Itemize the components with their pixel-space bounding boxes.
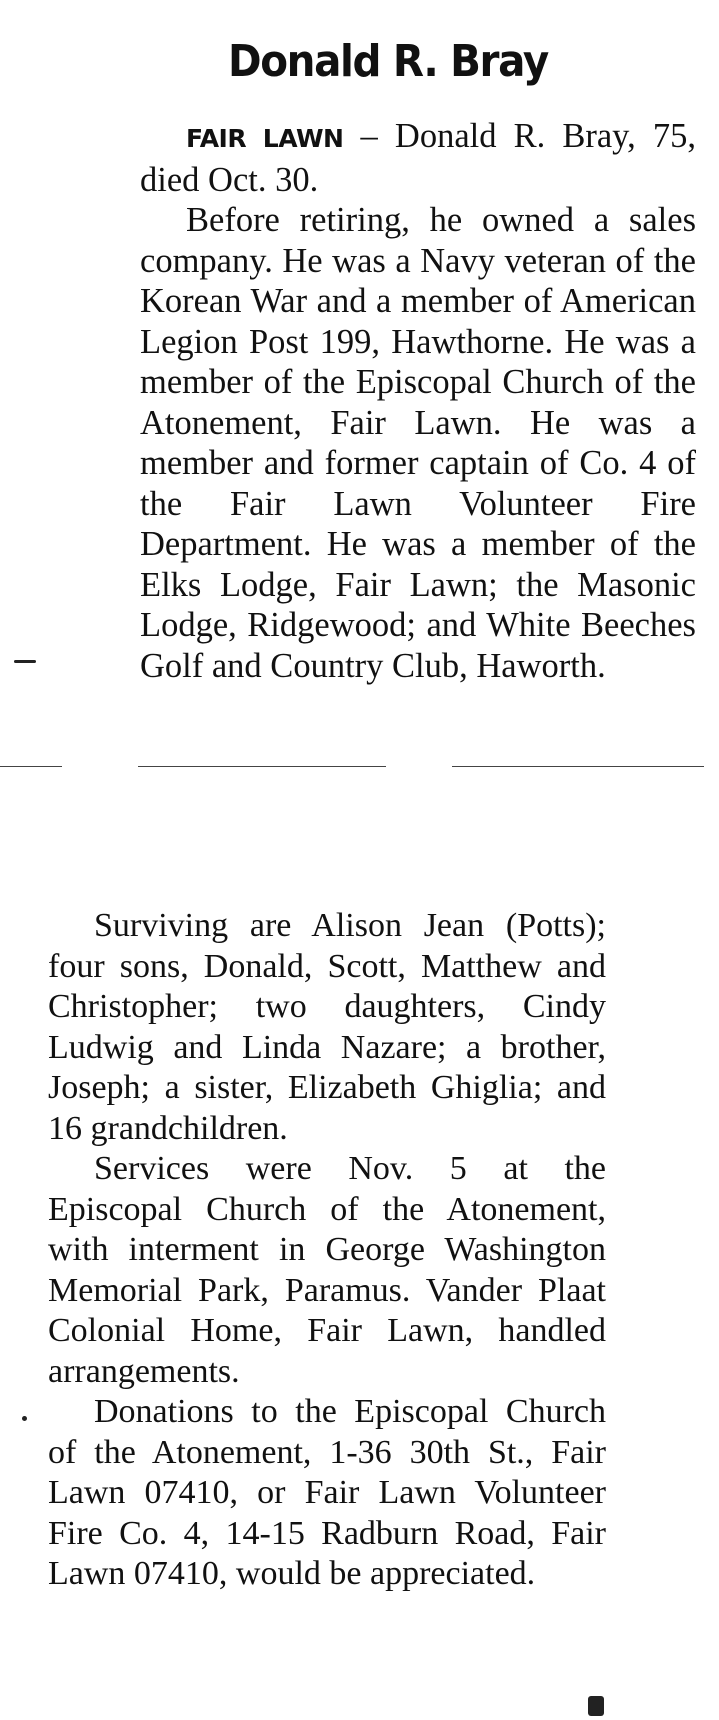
dateline-dash: – <box>343 117 395 155</box>
scan-speck <box>14 660 36 663</box>
obituary-headline: Donald R. Bray <box>228 36 548 87</box>
services-paragraph: Services were Nov. 5 at the Episcopal Church of the Atonement, with interment in George Washington Memorial Park, Paramus. Vander Plaat Colonial Home, Fair Lawn, handled arrangements. <box>48 1150 606 1390</box>
career-paragraph: Before retiring, he owned a sales company. He was a Navy veteran of the Korean War and a member of American Legion Post 199, Hawthorne. He was a member of the Episcopal Church of the Atonement, Fair Lawn. He was a member and former captain of Co. 4 of the Fair Lawn Volunteer Fire Department. He was a member of the Elks Lodge, Fair Lawn; the Masonic Lodge, Ridgewood; and White Beeches Golf and Country Club, Haworth. <box>140 201 696 685</box>
column-divider-middle <box>138 766 386 767</box>
column-divider-left <box>0 766 62 767</box>
obituary-column-top <box>140 116 696 686</box>
column-divider-right <box>452 766 704 767</box>
obituary-column-bottom <box>48 906 606 1595</box>
dateline: FAIR LAWN <box>186 124 344 153</box>
donations-paragraph: Donations to the Episcopal Church of the Atonement, 1-36 30th St., Fair Lawn 07410, or Fair Lawn Volunteer Fire Co. 4, 14-15 Radburn Road, Fair Lawn 07410, would be appreciated. <box>48 1393 606 1592</box>
scan-speck <box>588 1696 604 1716</box>
survivors-paragraph: Surviving are Alison Jean (Potts); four sons, Donald, Scott, Matthew and Christopher; two daughters, Cindy Ludwig and Linda Nazare; a brother, Joseph; a sister, Elizabeth Ghiglia; and 16 grandchildren. <box>48 907 606 1147</box>
scan-speck <box>22 1416 27 1421</box>
lead-paragraph <box>140 116 696 200</box>
lead-text: Donald R. Bray, 75, died Oct. 30. <box>140 117 697 199</box>
